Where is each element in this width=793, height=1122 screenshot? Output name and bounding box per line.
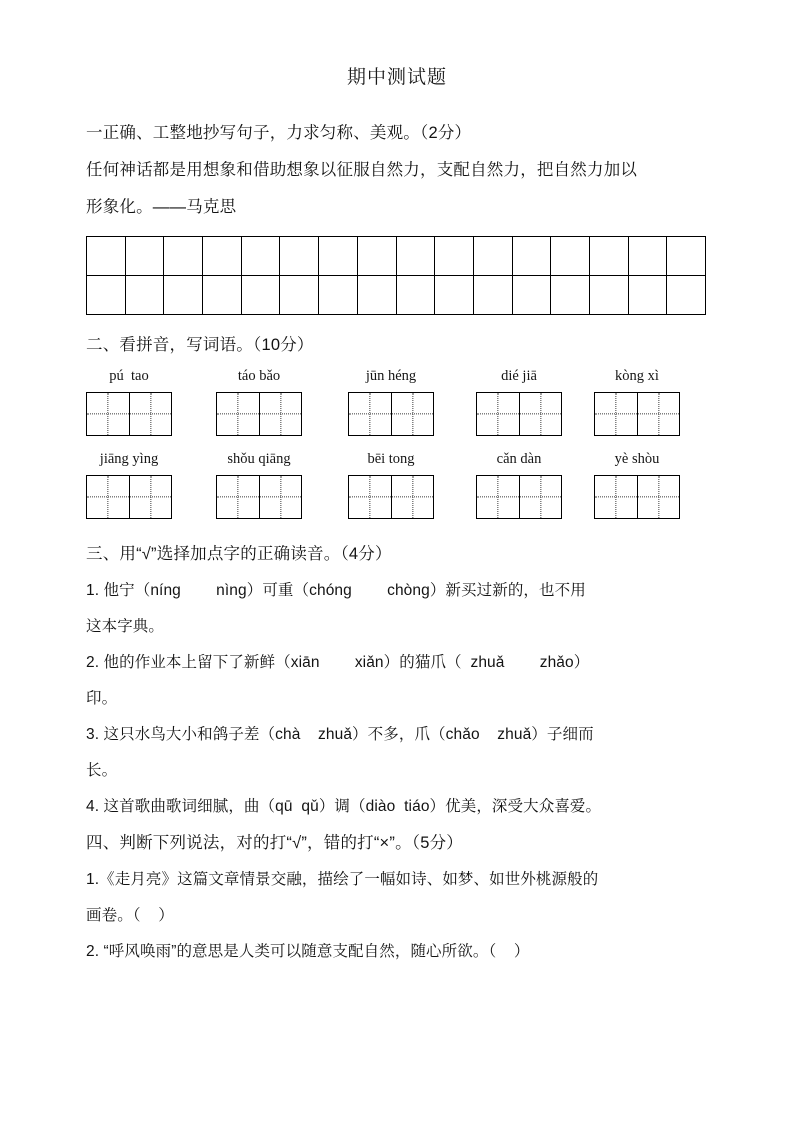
tianzige-cell[interactable] [595, 393, 637, 435]
question-line: 1.《走月亮》这篇文章情景交融，描绘了一幅如诗、如梦、如世外桃源般的 [86, 871, 599, 888]
section-3-heading: 三、用“√”选择加点字的正确读音。（4分） [86, 545, 392, 563]
copy-grid-cell[interactable] [628, 276, 667, 315]
question-line: 画卷。（ ） [86, 907, 174, 924]
copy-grid-cell[interactable] [319, 237, 358, 276]
copy-grid-cell[interactable] [357, 237, 396, 276]
question-line: 2. “呼风唤雨”的意思是人类可以随意支配自然，随心所欲。（ ） [86, 943, 530, 960]
tianzige-cell[interactable] [259, 476, 301, 518]
tianzige-box[interactable] [216, 392, 302, 436]
question-line: 1. 他宁（níng nìng）可重（chóng chòng）新买过新的，也不用 [86, 582, 586, 599]
copy-grid-cell[interactable] [125, 237, 164, 276]
copy-grid-cell[interactable] [473, 237, 512, 276]
copy-grid[interactable] [86, 236, 706, 315]
tianzige-box[interactable] [594, 475, 680, 519]
copy-grid-cell[interactable] [125, 276, 164, 315]
copy-grid-cell[interactable] [164, 237, 203, 276]
pinyin-word-group [86, 364, 172, 436]
copy-grid-wrapper [86, 236, 708, 315]
pinyin-word-group [476, 364, 562, 436]
copy-grid-cell[interactable] [241, 276, 280, 315]
pinyin-word-group [348, 447, 434, 519]
question-line: 长。 [86, 762, 118, 779]
pinyin-row-2 [86, 447, 708, 530]
pinyin-word-group [594, 364, 680, 436]
tianzige-box[interactable] [86, 392, 172, 436]
copy-grid-cell[interactable] [589, 237, 628, 276]
copy-grid-cell[interactable] [87, 276, 126, 315]
pinyin-label: kòng xì [615, 368, 659, 384]
tianzige-box[interactable] [216, 475, 302, 519]
pinyin-word-group [348, 364, 434, 436]
question-line: 2. 他的作业本上留下了新鲜（xiān xiǎn）的猫爪（ zhuǎ zhǎo） [86, 654, 590, 671]
question-line: 4. 这首歌曲歌词细腻，曲（qū qǔ）调（diào tiáo）优美，深受大众喜爱。 [86, 798, 602, 815]
tianzige-cell[interactable] [637, 476, 679, 518]
copy-grid-cell[interactable] [241, 237, 280, 276]
tianzige-box[interactable] [594, 392, 680, 436]
tianzige-cell[interactable] [217, 476, 259, 518]
pinyin-label: jūn héng [365, 368, 417, 384]
copy-grid-cell[interactable] [551, 237, 590, 276]
tianzige-box[interactable] [348, 392, 434, 436]
tianzige-cell[interactable] [217, 393, 259, 435]
copy-grid-cell[interactable] [396, 276, 435, 315]
copy-grid-cell[interactable] [667, 276, 706, 315]
pinyin-word-group [594, 447, 680, 519]
tianzige-box[interactable] [86, 475, 172, 519]
section-4-question-list [86, 862, 708, 970]
question-line: 印。 [86, 690, 118, 707]
copy-grid-cell[interactable] [512, 237, 551, 276]
tianzige-cell[interactable] [87, 393, 129, 435]
copy-grid-cell[interactable] [357, 276, 396, 315]
copy-grid-cell[interactable] [551, 276, 590, 315]
copy-grid-cell[interactable] [473, 276, 512, 315]
copy-grid-cell[interactable] [203, 276, 242, 315]
pinyin-word-group [476, 447, 562, 519]
tianzige-cell[interactable] [391, 393, 433, 435]
copy-grid-row [87, 276, 706, 315]
question-line: 3. 这只水鸟大小和鸽子差（chà zhuǎ）不多，爪（chǎo zhuǎ）子细而 [86, 726, 594, 743]
copy-grid-cell[interactable] [87, 237, 126, 276]
tianzige-cell[interactable] [129, 393, 171, 435]
section-3-question-list [86, 573, 708, 825]
pinyin-label: shǒu qiāng [227, 451, 291, 467]
pinyin-label: cǎn dàn [496, 451, 542, 467]
copy-grid-cell[interactable] [164, 276, 203, 315]
pinyin-row-1 [86, 364, 708, 447]
pinyin-label: yè shòu [614, 451, 660, 467]
tianzige-cell[interactable] [519, 393, 561, 435]
tianzige-cell[interactable] [129, 476, 171, 518]
section-1-heading: 一正确、工整地抄写句子，力求匀称、美观。（2分） [86, 124, 472, 142]
tianzige-cell[interactable] [595, 476, 637, 518]
tianzige-cell[interactable] [519, 476, 561, 518]
section-4-heading: 四、判断下列说法，对的打“√”，错的打“×”。（5分） [86, 834, 463, 852]
pinyin-label: dié jiā [501, 368, 537, 384]
copy-grid-cell[interactable] [396, 237, 435, 276]
tianzige-cell[interactable] [349, 393, 391, 435]
pinyin-label: bēi tong [367, 451, 415, 467]
copy-grid-cell[interactable] [203, 237, 242, 276]
copy-grid-cell[interactable] [435, 276, 474, 315]
copy-grid-cell[interactable] [628, 237, 667, 276]
pinyin-word-group [86, 447, 172, 519]
pinyin-word-group [216, 447, 302, 519]
pinyin-word-group [216, 364, 302, 436]
tianzige-box[interactable] [476, 392, 562, 436]
copy-grid-cell[interactable] [435, 237, 474, 276]
copy-grid-cell[interactable] [667, 237, 706, 276]
question-line: 这本字典。 [86, 618, 165, 635]
pinyin-label: táo bǎo [237, 368, 281, 384]
copy-grid-row [87, 237, 706, 276]
pinyin-label: pú tao [109, 368, 149, 384]
page-title: 期中测试题 [346, 67, 447, 88]
tianzige-cell[interactable] [477, 476, 519, 518]
copy-grid-cell[interactable] [280, 276, 319, 315]
tianzige-box[interactable] [476, 475, 562, 519]
section-1-quote-line-2: 形象化。——马克思 [86, 198, 237, 216]
tianzige-cell[interactable] [259, 393, 301, 435]
copy-grid-cell[interactable] [319, 276, 358, 315]
copy-grid-cell[interactable] [280, 237, 319, 276]
tianzige-cell[interactable] [391, 476, 433, 518]
section-1-quote-line-1: 任何神话都是用想象和借助想象以征服自然力，支配自然力，把自然力加以 [86, 161, 638, 179]
page-content [86, 62, 708, 970]
tianzige-cell[interactable] [477, 393, 519, 435]
tianzige-box[interactable] [348, 475, 434, 519]
copy-grid-cell[interactable] [589, 276, 628, 315]
copy-grid-cell[interactable] [512, 276, 551, 315]
pinyin-label: jiāng yìng [99, 451, 159, 467]
tianzige-cell[interactable] [87, 476, 129, 518]
section-2-heading: 二、看拼音，写词语。（10分） [86, 336, 314, 354]
tianzige-cell[interactable] [349, 476, 391, 518]
tianzige-cell[interactable] [637, 393, 679, 435]
